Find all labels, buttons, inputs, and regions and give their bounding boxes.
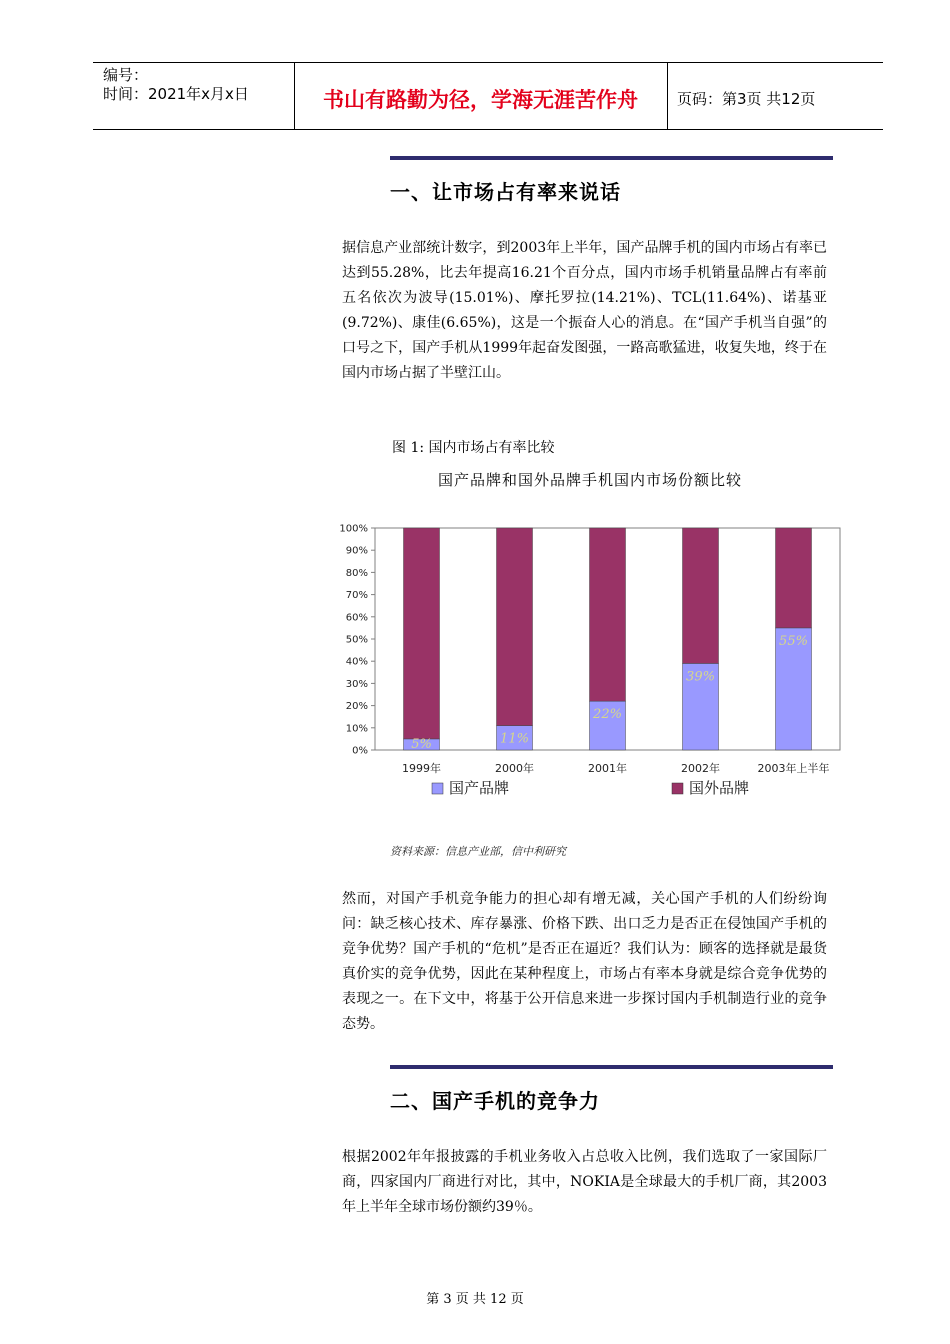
source-note: 资料来源：信息产业部，信中利研究 bbox=[390, 845, 566, 858]
y-tick-label: 70% bbox=[345, 590, 368, 602]
bar-foreign bbox=[776, 528, 812, 628]
x-tick-label: 2001年 bbox=[588, 762, 627, 775]
stacked-bar-chart bbox=[330, 510, 850, 810]
bar-foreign bbox=[497, 528, 533, 726]
y-tick-label: 90% bbox=[345, 545, 368, 557]
data-label: 39% bbox=[686, 669, 715, 685]
y-tick-label: 0% bbox=[352, 745, 368, 757]
time-label: 时间：2021年x月x日 bbox=[103, 85, 249, 103]
legend-label: 国产品牌 bbox=[449, 779, 510, 797]
data-label: 55% bbox=[779, 633, 808, 649]
number-label: 编号： bbox=[103, 66, 149, 84]
page-footer: 第 3 页 共 12 页 bbox=[426, 1292, 524, 1307]
x-tick-label: 2003年上半年 bbox=[757, 762, 830, 775]
header-info bbox=[103, 66, 249, 104]
header-divider bbox=[667, 62, 668, 130]
legend-swatch-foreign bbox=[672, 783, 683, 794]
x-tick-label: 2002年 bbox=[681, 762, 720, 775]
section-title: 二、国产手机的竞争力 bbox=[390, 1089, 600, 1113]
section-rule bbox=[390, 156, 833, 160]
y-tick-label: 10% bbox=[345, 723, 368, 735]
legend-label: 国外品牌 bbox=[689, 779, 750, 797]
y-tick-label: 80% bbox=[345, 567, 368, 579]
y-tick-label: 50% bbox=[345, 634, 368, 646]
header-top-rule bbox=[93, 62, 883, 63]
section-rule bbox=[390, 1065, 833, 1069]
section-title: 一、让市场占有率来说话 bbox=[390, 180, 621, 204]
x-tick-label: 2000年 bbox=[495, 762, 534, 775]
header-page-label: 页码：第3页 共12页 bbox=[677, 90, 816, 108]
header-bottom-rule bbox=[93, 129, 883, 130]
legend-swatch-domestic bbox=[432, 783, 443, 794]
y-tick-label: 30% bbox=[345, 678, 368, 690]
header-motto: 书山有路勤为径，学海无涯苦作舟 bbox=[323, 88, 638, 112]
data-label: 5% bbox=[411, 737, 432, 752]
data-label: 11% bbox=[500, 731, 529, 747]
bar-foreign bbox=[683, 528, 719, 663]
bar-foreign bbox=[404, 528, 440, 739]
paragraph: 据信息产业部统计数字，到2003年上半年，国产品牌手机的国内市场占有率已达到55.28%，比去年提高16.21个百分点，国内市场手机销量品牌占有率前五名依次为波导(15.01%)、摩托罗拉(14.21%)、TCL(11.64%)、诺基亚(9.72%)、康佳(6.65%)，这是一个振奋人心的消息。在“国产手机当自强”的口号之下，国产手机从1999年起奋发图强，一路高歌猛进，收复失地，终于在国内市场占据了半壁江山。 bbox=[342, 240, 827, 381]
figure-caption: 图 1: 国内市场占有率比较 bbox=[392, 440, 555, 456]
chart-title: 国产品牌和国外品牌手机国内市场份额比较 bbox=[437, 471, 742, 489]
y-tick-label: 40% bbox=[345, 656, 368, 668]
data-label: 22% bbox=[593, 707, 622, 723]
y-tick-label: 100% bbox=[339, 523, 368, 535]
y-tick-label: 60% bbox=[345, 612, 368, 624]
paragraph: 然而，对国产手机竞争能力的担心却有增无减，关心国产手机的人们纷纷询问：缺乏核心技术、库存暴涨、价格下跌、出口乏力是否正在侵蚀国产手机的竞争优势？国产手机的“危机”是否正在逼近？我们认为：顾客的选择就是最货真价实的竞争优势，因此在某种程度上，市场占有率本身就是综合竞争优势的表现之一。在下文中，将基于公开信息来进一步探讨国内手机制造行业的竞争态势。 bbox=[342, 891, 827, 1032]
y-tick-label: 20% bbox=[345, 701, 368, 713]
x-tick-label: 1999年 bbox=[402, 762, 441, 775]
paragraph: 根据2002年年报披露的手机业务收入占总收入比例，我们选取了一家国际厂商，四家国内厂商进行对比，其中，NOKIA是全球最大的手机厂商，其2003年上半年全球市场份额约39％。 bbox=[342, 1149, 827, 1215]
bar-foreign bbox=[590, 528, 626, 701]
